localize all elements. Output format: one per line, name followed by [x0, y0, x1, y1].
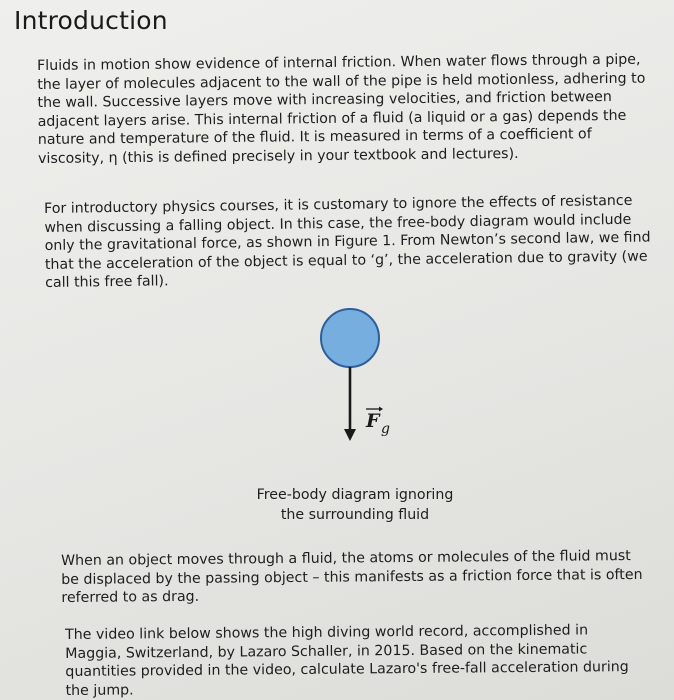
free-body-diagram: [300, 305, 420, 455]
paragraph-video-task: The video link below shows the high diving world record, accomplished in Maggia, Switzerland, by Lazaro Schaller, in 2015. Based on the kinematic quantities provided in the video, calculate Lazaro's free-fall acceleration during the jump.: [65, 622, 629, 699]
caption-line-2: the surrounding fluid: [280, 507, 430, 523]
caption-line-1: Free-body diagram ignoring: [256, 487, 454, 503]
paragraph-viscosity: Fluids in motion show evidence of internal friction. When water flows through a pipe, the layer of molecules adjacent to the wall of the pipe is held motionless, adhering to the wall. Successive layers move with increasing velocities, and friction between adjacent layers arise. This internal friction of a fluid (a liquid or a gas) depends the nature and temperature of the fluid. It is measured in terms of a coefficient of viscosity, η (this is defined precisely in your textbook and lectures).: [37, 51, 646, 167]
gravity-force-arrowhead: [344, 429, 356, 441]
force-vector-arrow-mark-head: [379, 407, 383, 412]
falling-object-ball: [321, 309, 379, 367]
paragraph-free-fall: For introductory physics courses, it is customary to ignore the effects of resistance when discussing a falling object. In this case, the free-body diagram would include only the gravitational force, as shown in Figure 1. From Newton’s second law, we find that the acceleration of the object is equal to ‘g’, the acceleration due to gravity (we call this free fall).: [44, 192, 651, 292]
force-symbol: F: [366, 410, 380, 432]
paragraph-drag: When an object moves through a fluid, the atoms or molecules of the fluid must be displaced by the passing object – this manifests as a friction force that is often referred to as drag.: [61, 548, 643, 607]
section-heading: Introduction: [14, 6, 168, 35]
force-subscript: g: [381, 421, 390, 437]
figure-caption: [230, 485, 480, 525]
